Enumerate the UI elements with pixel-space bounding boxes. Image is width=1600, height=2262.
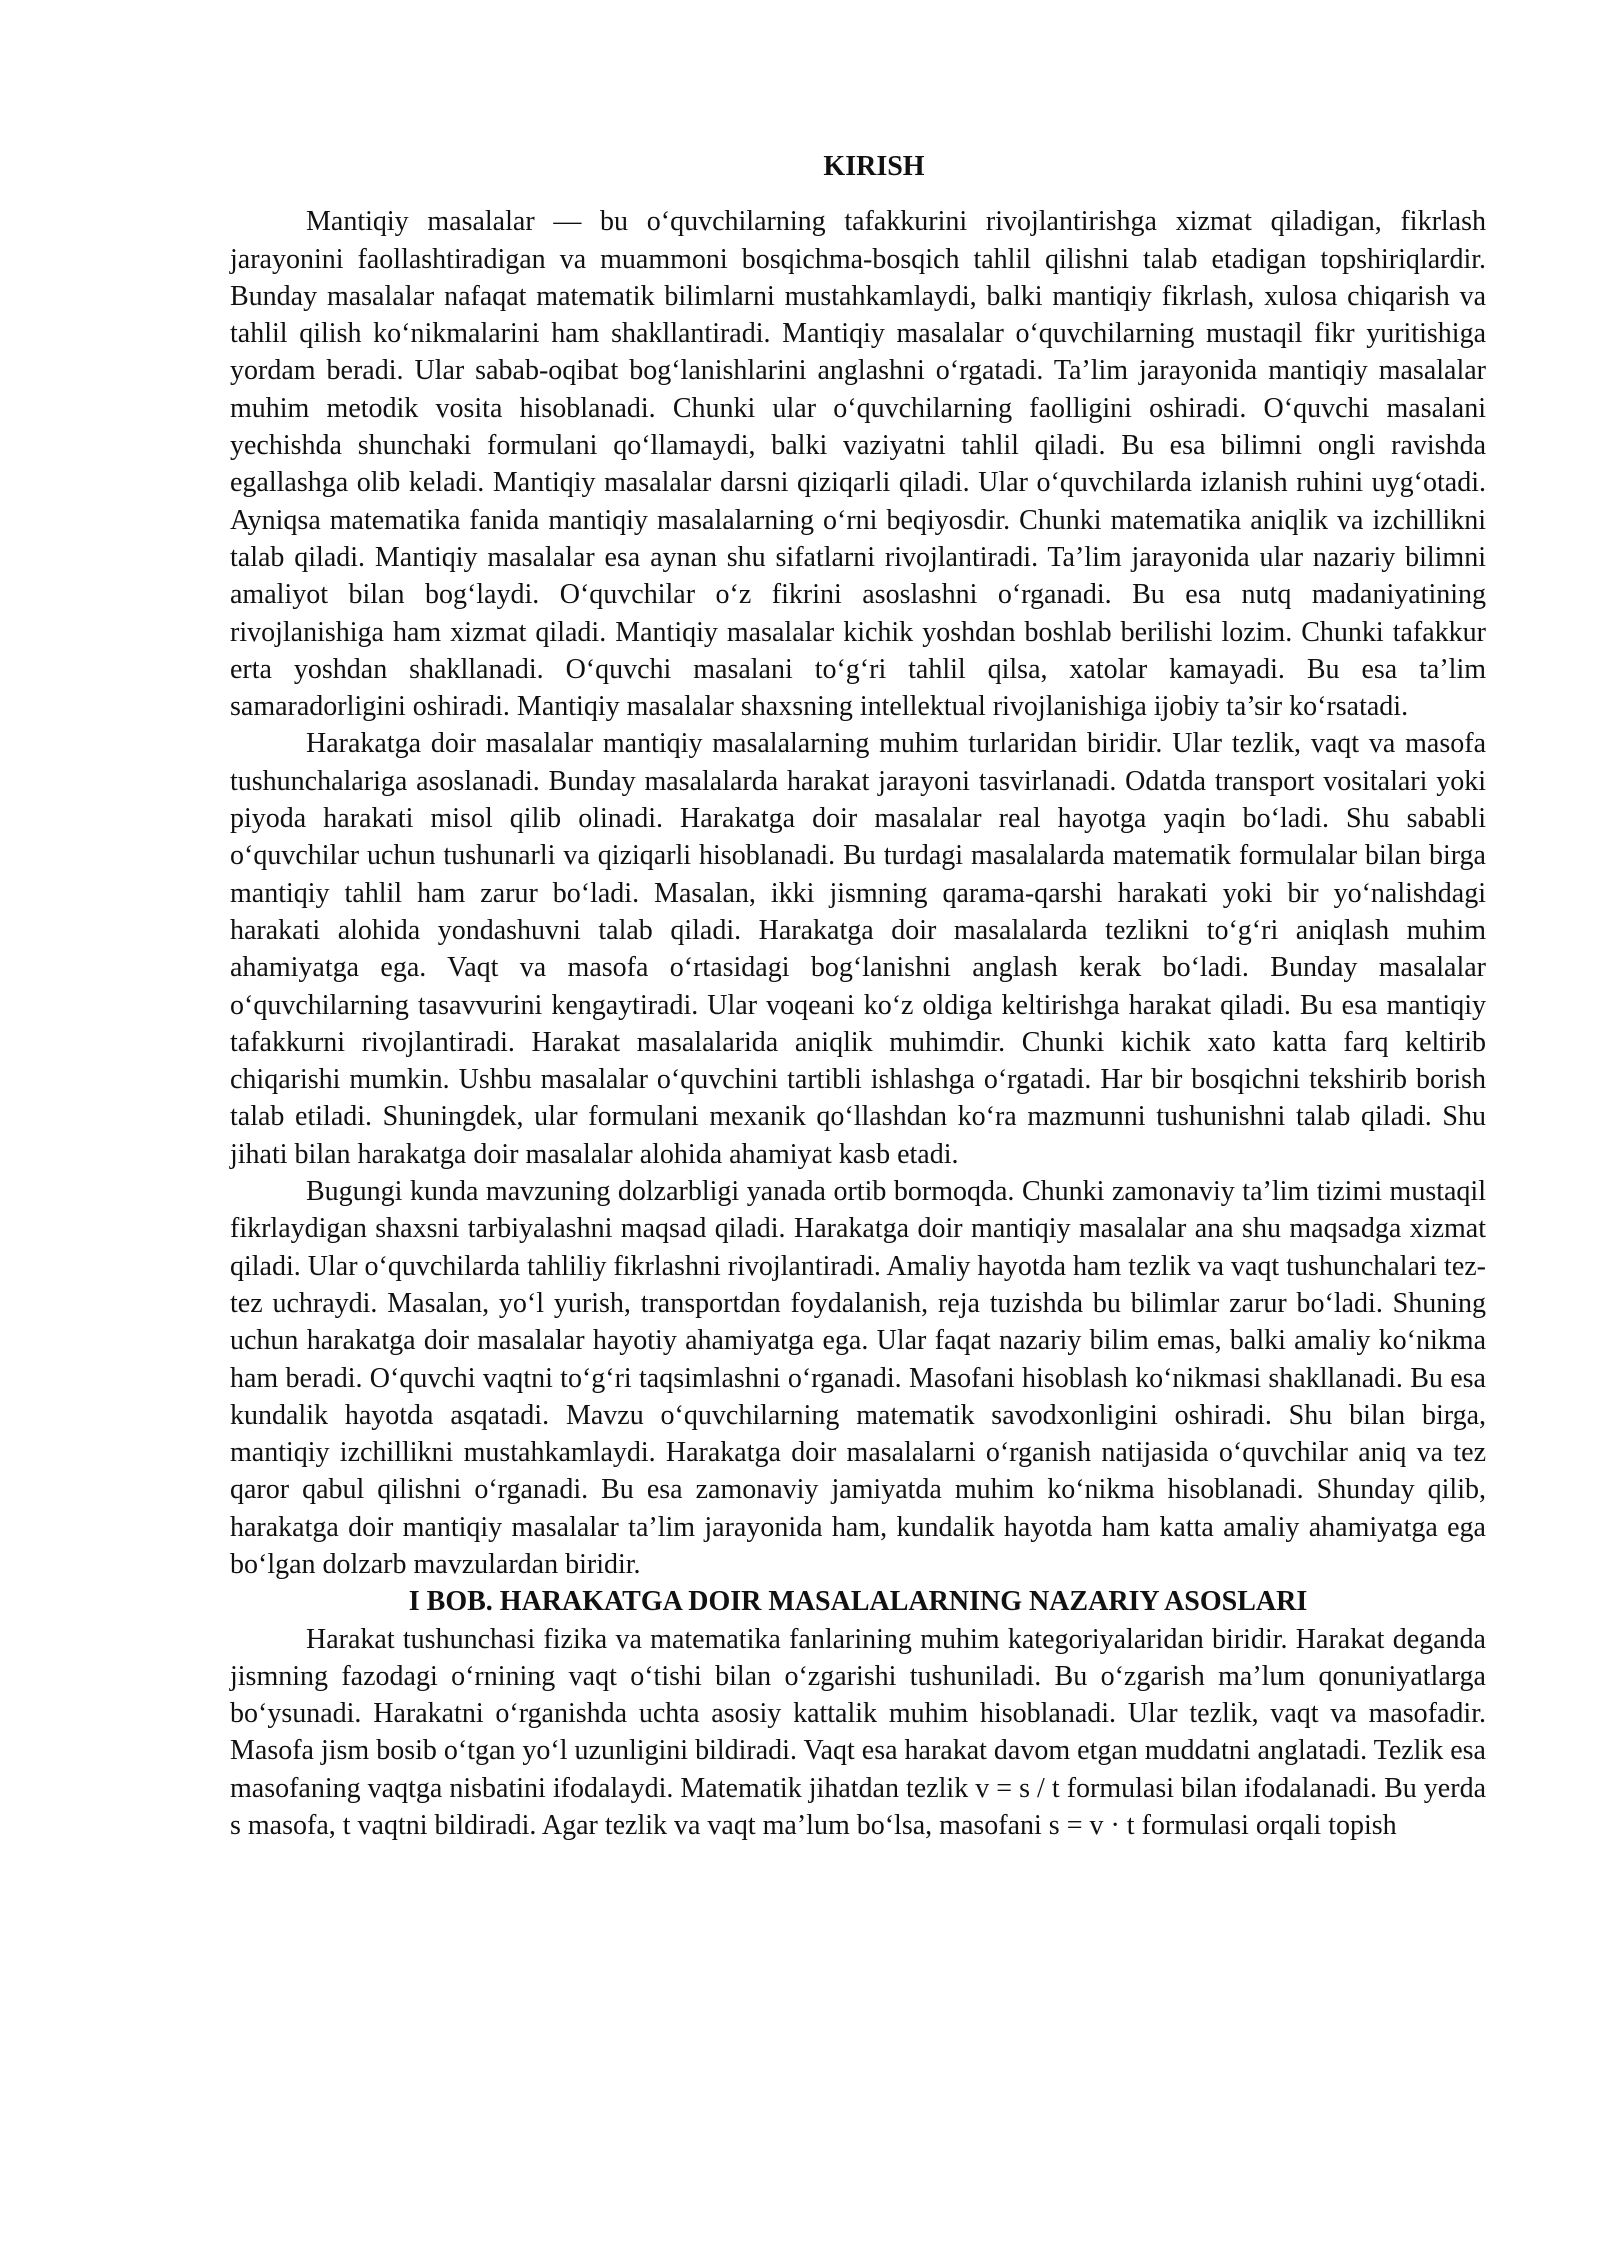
- intro-paragraph-3: Bugungi kunda mavzuning dolzarbligi yanada ortib bormoqda. Chunki zamonaviy ta’lim tizimi mustaqil fikrlaydigan shaxsni tarbiyalashni maqsad qiladi. Harakatga doir mantiqiy masalalar ana shu maqsadga xizmat qiladi. Ular o‘quvchilarda tahliliy fikrlashni rivojlantiradi. Amaliy hayotda ham tezlik va vaqt tushunchalari tez-tez uchraydi. Masalan, yo‘l yurish, transportdan foydalanish, reja tuzishda bu bilimlar zarur bo‘ladi. Shuning uchun harakatga doir masalalar hayotiy ahamiyatga ega. Ular faqat nazariy bilim emas, balki amaliy ko‘nikma ham beradi. O‘quvchi vaqtni to‘g‘ri taqsimlashni o‘rganadi. Masofani hisoblash ko‘nikmasi shakllanadi. Bu esa kundalik hayotda asqatadi. Mavzu o‘quvchilarning matematik savodxonligini oshiradi. Shu bilan birga, mantiqiy izchillikni mustahkamlaydi. Harakatga doir masalalarni o‘rganish natijasida o‘quvchilar aniq va tez qaror qabul qilishni o‘rganadi. Bu esa zamonaviy jamiyatda muhim ko‘nikma hisoblanadi. Shunday qilib, harakatga doir mantiqiy masalalar ta’lim jarayonida ham, kundalik hayotda ham katta amaliy ahamiyatga ega bo‘lgan dolzarb mavzulardan biridir.: [230, 1176, 1486, 1580]
- page-title: KIRISH: [823, 151, 925, 182]
- document-body: [230, 148, 1486, 1844]
- intro-paragraph-2: Harakatga doir masalalar mantiqiy masalalarning muhim turlaridan biridir. Ular tezlik, vaqt va masofa tushunchalariga asoslanadi. Bunday masalalarda harakat jarayoni tasvirlanadi. Odatda transport vositalari yoki piyoda harakati misol qilib olinadi. Harakatga doir masalalar real hayotga yaqin bo‘ladi. Shu sababli o‘quvchilar uchun tushunarli va qiziqarli hisoblanadi. Bu turdagi masalalarda matematik formulalar bilan birga mantiqiy tahlil ham zarur bo‘ladi. Masalan, ikki jismning qarama-qarshi harakati yoki bir yo‘nalishdagi harakati alohida yondashuvni talab qiladi. Harakatga doir masalalarda tezlikni to‘g‘ri aniqlash muhim ahamiyatga ega. Vaqt va masofa o‘rtasidagi bog‘lanishni anglash kerak bo‘ladi. Bunday masalalar o‘quvchilarning tasavvurini kengaytiradi. Ular voqeani ko‘z oldiga keltirishga harakat qiladi. Bu esa mantiqiy tafakkurni rivojlantiradi. Harakat masalalarida aniqlik muhimdir. Chunki kichik xato katta farq keltirib chiqarishi mumkin. Ushbu masalalar o‘quvchini tartibli ishlashga o‘rgatadi. Har bir bosqichni tekshirib borish talab etiladi. Shuningdek, ular formulani mexanik qo‘llashdan ko‘ra mazmunni tushunishni talab qiladi. Shu jihati bilan harakatga doir masalalar alohida ahamiyat kasb etadi.: [230, 728, 1486, 1170]
- chapter-paragraph-1: Harakat tushunchasi fizika va matematika fanlarining muhim kategoriyalaridan biridir. Harakat deganda jismning fazodagi o‘rnining vaqt o‘tishi bilan o‘zgarishi tushuniladi. Bu o‘zgarish ma’lum qonuniyatlarga bo‘ysunadi. Harakatni o‘rganishda uchta asosiy kattalik muhim hisoblanadi. Ular tezlik, vaqt va masofadir. Masofa jism bosib o‘tgan yo‘l uzunligini bildiradi. Vaqt esa harakat davom etgan muddatni anglatadi. Tezlik esa masofaning vaqtga nisbatini ifodalaydi. Matematik jihatdan tezlik v = s / t formulasi bilan ifodalanadi. Bu yerda s masofa, t vaqtni bildiradi. Agar tezlik va vaqt ma’lum bo‘lsa, masofani s = v · t formulasi orqali topish: [230, 1623, 1486, 1842]
- intro-paragraph-1: Mantiqiy masalalar — bu o‘quvchilarning tafakkurini rivojlantirishga xizmat qiladigan, fikrlash jarayonini faollashtiradigan va muammoni bosqichma-bosqich tahlil qilishni talab etadigan topshiriqlardir. Bunday masalalar nafaqat matematik bilimlarni mustahkamlaydi, balki mantiqiy fikrlash, xulosa chiqarish va tahlil qilish ko‘nikmalarini ham shakllantiradi. Mantiqiy masalalar o‘quvchilarning mustaqil fikr yuritishiga yordam beradi. Ular sabab-oqibat bog‘lanishlarini anglashni o‘rgatadi. Ta’lim jarayonida mantiqiy masalalar muhim metodik vosita hisoblanadi. Chunki ular o‘quvchilarning faolligini oshiradi. O‘quvchi masalani yechishda shunchaki formulani qo‘llamaydi, balki vaziyatni tahlil qiladi. Bu esa bilimni ongli ravishda egallashga olib keladi. Mantiqiy masalalar darsni qiziqarli qiladi. Ular o‘quvchilarda izlanish ruhini uyg‘otadi. Ayniqsa matematika fanida mantiqiy masalalarning o‘rni beqiyosdir. Chunki matematika aniqlik va izchillikni talab qiladi. Mantiqiy masalalar esa aynan shu sifatlarni rivojlantiradi. Ta’lim jarayonida ular nazariy bilimni amaliyot bilan bog‘laydi. O‘quvchilar o‘z fikrini asoslashni o‘rganadi. Bu esa nutq madaniyatining rivojlanishiga ham xizmat qiladi. Mantiqiy masalalar kichik yoshdan boshlab berilishi lozim. Chunki tafakkur erta yoshdan shakllanadi. O‘quvchi masalani to‘g‘ri tahlil qilsa, xatolar kamayadi. Bu esa ta’lim samaradorligini oshiradi. Mantiqiy masalalar shaxsning intellektual rivojlanishiga ijobiy ta’sir ko‘rsatadi.: [230, 206, 1486, 723]
- chapter-heading: I BOB. HARAKATGA DOIR MASALALARNING NAZARIY ASOSLARI: [408, 1586, 1308, 1618]
